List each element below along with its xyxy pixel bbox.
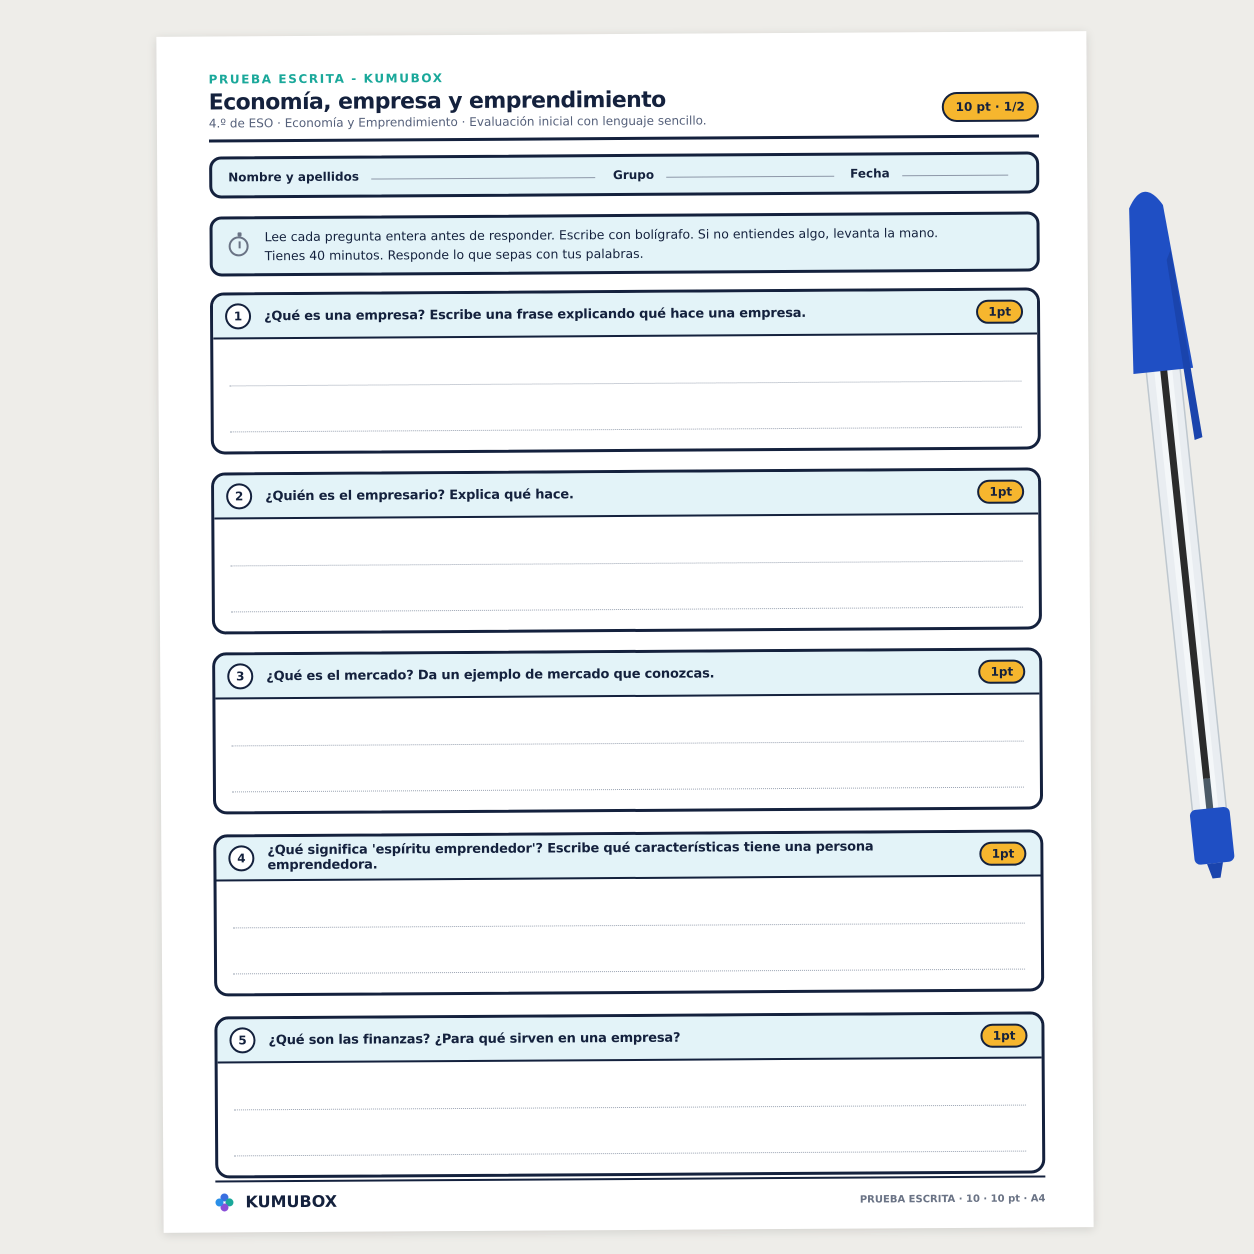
question-number: 1 (225, 303, 251, 329)
question-text: ¿Quién es el empresario? Explica qué hace. (265, 486, 574, 504)
question-text: ¿Qué es una empresa? Escribe una frase explicando qué hace una empresa. (264, 305, 807, 324)
question-number: 2 (226, 483, 252, 509)
exam-kicker: PRUEBA ESCRITA - KUMUBOX (208, 71, 444, 87)
footer-brand: KUMUBOX (245, 1191, 338, 1212)
footer-info: PRUEBA ESCRITA · 10 · 10 pt · A4 (859, 1193, 1046, 1206)
question-number: 4 (228, 845, 254, 871)
name-label: Nombre y apellidos (228, 169, 360, 185)
question-text: ¿Qué es el mercado? Da un ejemplo de mercado que conozcas. (266, 665, 715, 684)
question-text: ¿Qué significa 'espíritu emprendedor'? Escribe qué características tiene una persona emprendedora. (267, 839, 874, 874)
date-label: Fecha (850, 166, 890, 181)
instructions-line-2: Tienes 40 minutos. Responde lo que sepas con tus palabras. (264, 245, 644, 264)
question-text: ¿Qué son las finanzas? ¿Para qué sirven en una empresa? (268, 1030, 681, 1048)
points-badge: 10 pt · 1/2 (942, 91, 1039, 122)
question-points: 1pt (976, 300, 1023, 324)
question-points: 1pt (980, 842, 1027, 866)
question-points: 1pt (981, 1024, 1028, 1048)
question-number: 3 (227, 663, 253, 689)
question-points: 1pt (977, 480, 1024, 504)
instructions-line-1: Lee cada pregunta entera antes de responder. Escribe con bolígrafo. Si no entiendes algo, levanta la mano. (264, 225, 939, 245)
exam-subtitle: 4.º de ESO · Economía y Emprendimiento · Evaluación inicial con lenguaje sencillo. (208, 113, 707, 131)
question-number: 5 (229, 1027, 255, 1053)
exam-title: Economía, empresa y emprendimiento (208, 87, 666, 116)
group-label: Grupo (612, 167, 655, 183)
question-points: 1pt (978, 660, 1025, 684)
